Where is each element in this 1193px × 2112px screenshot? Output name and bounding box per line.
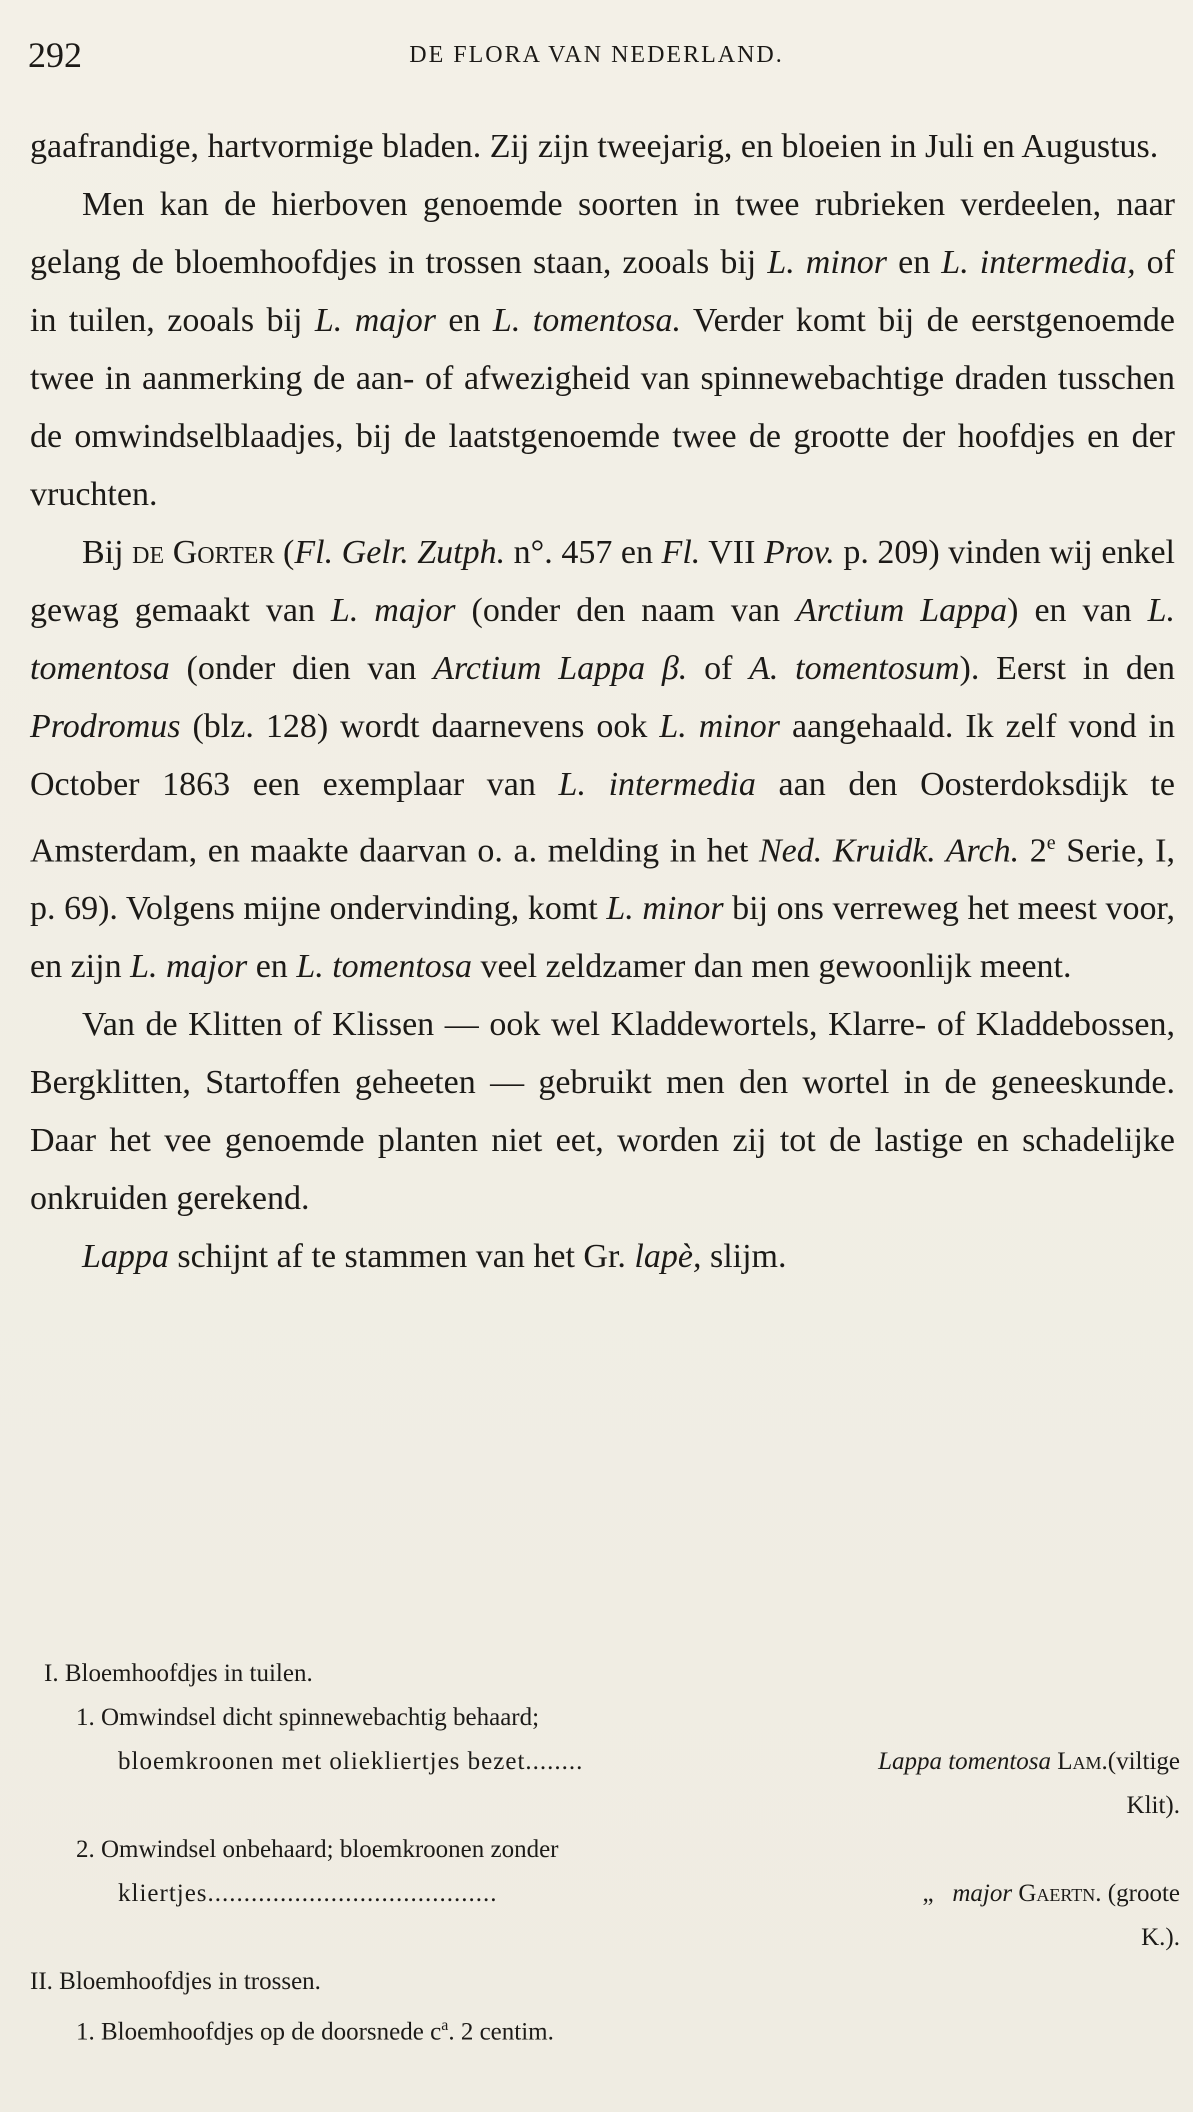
paragraph-2: Men kan de hierboven genoemde soorten in twee rubrieken verdeelen, naar gelang de bloemhoofdjes in trossen staan, zooals bij L. minor en L. intermedia, of in tuilen, zooals bij L. major en L. tomentosa. Verder komt bij de eerstgenoemde twee in aanmerking de aan- of afwezigheid van spinnewebachtige draden tusschen de omwindselblaadjes, bij de laatstgenoemde twee de grootte der hoofdjes en der vruchten. xyxy=(30,186,1175,513)
paragraph-1: gaafrandige, hartvormige bladen. Zij zijn tweejarig, en bloeien in Juli en Augustus. xyxy=(30,128,1159,165)
running-title: DE FLORA VAN NEDERLAND. xyxy=(409,42,784,68)
paragraph-5: Lappa schijnt af te stammen van het Gr. lapè, slijm. xyxy=(82,1238,787,1276)
key-entry-1: 1. Omwindsel dicht spinnewebachtig behaard; xyxy=(76,1704,540,1731)
page-header xyxy=(28,30,1165,80)
key-entry-1-end: Klit). xyxy=(1126,1792,1180,1819)
paragraph-4: Van de Klitten of Klissen — ook wel Kladdewortels, Klarre- of Kladdebossen, Bergklitten, Startoffen geheeten — gebruikt men den wortel in de geneeskunde. Daar het vee genoemde planten niet eet, worden zij tot de lastige en schadelijke onkruiden gerekend. xyxy=(30,1006,1175,1218)
identification-key xyxy=(30,1652,1180,2048)
author-name: de Gorter xyxy=(132,534,275,571)
key-heading-2: II. Bloemhoofdjes in trossen. xyxy=(30,1968,321,1995)
key-entry-1-cont: bloemkroonen met oliekliertjes bezet........ Lappa tomentosa Lam.(viltige xyxy=(118,1748,1180,1775)
key-entry-2-cont: kliertjes........................................ „ major Gaertn. (groote xyxy=(118,1880,1180,1907)
key-entry-3: 1. Bloemhoofdjes op de doorsnede $c^a$. 2 centim. xyxy=(76,2017,554,2046)
key-entry-2-end: K.). xyxy=(1141,1924,1180,1951)
key-heading-1: I. Bloemhoofdjes in tuilen. xyxy=(44,1660,313,1687)
page-number: 292 xyxy=(28,35,82,75)
key-entry-2: 2. Omwindsel onbehaard; bloemkroonen zonder xyxy=(76,1836,559,1863)
page-body xyxy=(30,118,1175,1286)
paragraph-3: Bij de Gorter (Fl. Gelr. Zutph. n°. 457 en Fl. VII Prov. p. 209) vinden wij enkel gewag gemaakt van L. major (onder den naam van Arctium Lappa) en van L. tomentosa (onder dien van Arctium Lappa β. of A. tomentosum). Eerst in den Prodromus (blz. 128) wordt daarnevens ook L. minor aangehaald. Ik zelf vond in October 1863 een exemplaar van L. intermedia aan den Oosterdoksdijk te Amsterdam, en maakte daarvan o. a. melding in het Ned. Kruidk. Arch. 2e Serie, I, p. 69). Volgens mijne ondervinding, komt L. minor bij ons verreweg het meest voor, en zijn L. major en L. tomentosa veel zeldzamer dan men gewoonlijk meent. xyxy=(30,534,1176,986)
